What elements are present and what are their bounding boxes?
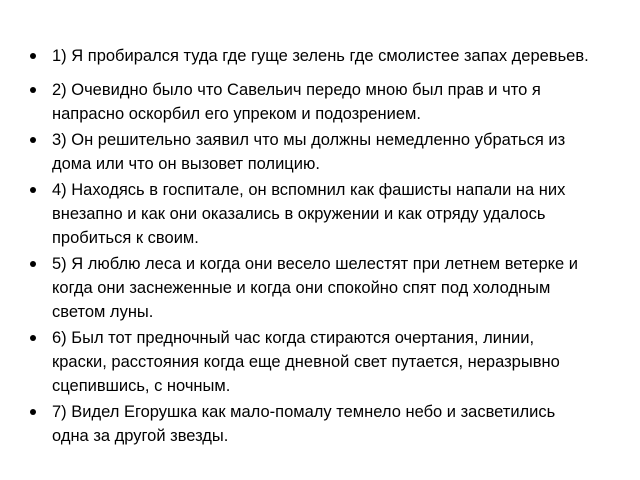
list-item: [30, 326, 626, 398]
bullet-icon: [30, 137, 36, 143]
sentence-text: 2) Очевидно было что Савельич передо мною был прав и что я напрасно оскорбил его упреком и подозрением.: [52, 81, 541, 123]
bullet-icon: [30, 87, 36, 93]
list-item: [30, 178, 626, 250]
list-item: [30, 128, 626, 176]
bullet-icon: [30, 53, 36, 59]
sentence-text: 1) Я пробирался туда где гуще зелень где смолистее запах деревьев.: [52, 47, 589, 65]
sentence-text: 4) Находясь в госпитале, он вспомнил как фашисты напали на них внезапно и как они оказались в окружении и как отряду удалось пробиться к своим.: [52, 181, 566, 247]
sentence-list: [30, 44, 626, 448]
sentence-text: 7) Видел Егорушка как мало-помалу темнело небо и засветились одна за другой звезды.: [52, 403, 556, 445]
list-item: [30, 252, 626, 324]
bullet-icon: [30, 187, 36, 193]
list-item: [30, 400, 626, 448]
sentence-text: 5) Я люблю леса и когда они весело шелестят при летнем ветерке и когда они заснеженные и когда они спокойно спят под холодным светом луны.: [52, 255, 579, 321]
sentence-text: 6) Был тот предночный час когда стираются очертания, линии, краски, расстояния когда еще дневной свет путается, неразрывно сцепившись, с ночным.: [52, 329, 560, 395]
bullet-icon: [30, 261, 36, 267]
sentence-text: 3) Он решительно заявил что мы должны немедленно убраться из дома или что он вызовет полицию.: [52, 131, 566, 173]
bullet-icon: [30, 409, 36, 415]
bullet-icon: [30, 335, 36, 341]
list-item: [30, 78, 626, 126]
list-item: [30, 44, 626, 68]
